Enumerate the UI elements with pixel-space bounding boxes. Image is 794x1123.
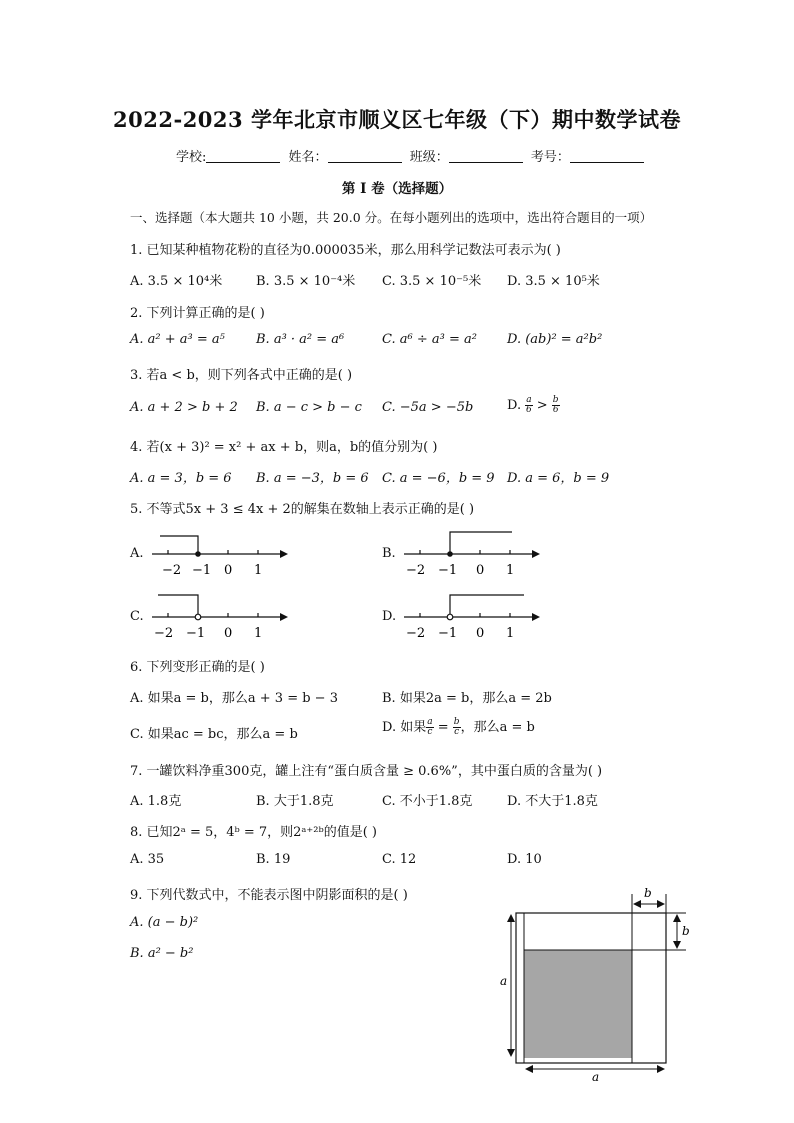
question-stem-1: 1. 已知某种植物花粉的直径为0.000035米，那么用科学记数法可表示为( ) (130, 243, 561, 258)
solution-ray (158, 595, 198, 617)
tick-label: 0 (224, 626, 233, 641)
q5-option-c[interactable]: C. (130, 609, 144, 624)
question-stem-3: 3. 若a < b，则下列各式中正确的是( ) (130, 368, 353, 383)
number-line-c (148, 593, 288, 643)
q3-option-d[interactable] (507, 396, 560, 415)
tick-label: −2 (406, 563, 426, 578)
q6-option-a[interactable]: A. 如果a = b，那么a + 3 = b − 3 (130, 691, 338, 706)
q6-d-relation: = (437, 720, 449, 735)
closed-dot (195, 551, 201, 557)
solution-ray (450, 595, 524, 617)
page-title: 2022-2023 学年北京市顺义区七年级（下）期中数学试卷 (113, 107, 681, 132)
q1-option-b[interactable]: B. 3.5 × 10⁻⁴米 (256, 274, 356, 289)
student-info-line (176, 146, 648, 165)
class-label: 班级： (409, 150, 449, 165)
tick-label: 1 (254, 626, 263, 641)
label-a-bottom: a (592, 1070, 600, 1082)
number-line-b (400, 530, 540, 580)
q4-option-c[interactable]: C. a = −6，b = 9 (382, 471, 495, 486)
shaded-square (524, 950, 632, 1058)
tick-label: −2 (162, 563, 182, 578)
q7-option-a[interactable]: A. 1.8克 (130, 794, 182, 809)
volume-title: 第 I 卷（选择题） (341, 181, 453, 197)
q4-option-b[interactable]: B. a = −3，b = 6 (256, 471, 369, 486)
q3-option-b[interactable]: B. a − c > b − c (256, 400, 362, 415)
section-title: 一、选择题（本大题共 10 小题，共 20.0 分。在每小题列出的选项中，选出符合题目的一项） (130, 210, 653, 225)
q6-option-d-suffix: ，那么a = b (460, 720, 535, 735)
square-area-figure (494, 882, 696, 1082)
q3-option-d-letter: D. (507, 398, 522, 413)
q6-option-b[interactable]: B. 如果2a = b，那么a = 2b (382, 691, 552, 706)
solution-ray (450, 532, 512, 554)
tick-label: 0 (224, 563, 233, 578)
q1-option-c[interactable]: C. 3.5 × 10⁻⁵米 (382, 274, 482, 289)
q8-option-a[interactable]: A. 35 (130, 852, 165, 867)
q2-option-c[interactable]: C. a⁶ ÷ a³ = a² (382, 332, 477, 347)
open-dot (195, 614, 201, 620)
tick-label: −1 (438, 563, 458, 578)
question-stem-9: 9. 下列代数式中，不能表示图中阴影面积的是( ) (130, 888, 408, 903)
tick-label: −2 (406, 626, 426, 641)
label-b-top: b (644, 886, 652, 900)
question-stem-4: 4. 若(x + 3)² = x² + ax + b，则a，b的值分别为( ) (130, 440, 438, 455)
q1-option-a[interactable]: A. 3.5 × 10⁴米 (130, 274, 223, 289)
q8-option-d[interactable]: D. 10 (507, 852, 542, 867)
q4-option-a[interactable]: A. a = 3，b = 6 (130, 471, 232, 486)
question-stem-2: 2. 下列计算正确的是( ) (130, 306, 265, 321)
q5-option-a[interactable]: A. (130, 546, 144, 561)
q5-option-b[interactable]: B. (382, 546, 396, 561)
arrow-head (280, 613, 288, 621)
tick-label: −1 (438, 626, 458, 641)
q3-d-right-fraction: $\frac{b}{6}$ (552, 395, 559, 415)
q7-option-c[interactable]: C. 不小于1.8克 (382, 794, 473, 809)
q9-option-a[interactable]: A. (a − b)² (130, 915, 199, 930)
q6-option-c[interactable]: C. 如果ac = bc，那么a = b (130, 727, 298, 742)
number-line-a (148, 530, 288, 580)
q8-option-c[interactable]: C. 12 (382, 852, 417, 867)
arrow-head (532, 613, 540, 621)
class-blank[interactable] (449, 149, 523, 163)
tick-label: −1 (192, 563, 212, 578)
q3-d-left-fraction: $\frac{a}{6}$ (526, 395, 532, 415)
school-label: 学校: (176, 150, 207, 165)
arrow-head (280, 550, 288, 558)
arrow-head (532, 550, 540, 558)
q4-option-d[interactable]: D. a = 6，b = 9 (507, 471, 610, 486)
open-dot (447, 614, 453, 620)
exam-no-label: 考号： (530, 150, 570, 165)
q2-option-d[interactable]: D. (ab)² = a²b² (507, 332, 603, 347)
q7-option-b[interactable]: B. 大于1.8克 (256, 794, 334, 809)
q6-d-left-fraction: $\frac{a}{c}$ (427, 717, 433, 737)
tick-label: 1 (254, 563, 263, 578)
number-line-d (400, 593, 540, 643)
question-stem-7: 7. 一罐饮料净重300克，罐上注有“蛋白质含量 ≥ 0.6%”，其中蛋白质的含量为( ) (130, 764, 603, 779)
q8-option-b[interactable]: B. 19 (256, 852, 291, 867)
label-a-left: a (500, 974, 508, 988)
label-b-right: b (682, 924, 690, 938)
tick-label: 1 (506, 563, 515, 578)
q3-option-a[interactable]: A. a + 2 > b + 2 (130, 400, 238, 415)
q7-option-d[interactable]: D. 不大于1.8克 (507, 794, 598, 809)
q3-option-c[interactable]: C. −5a > −5b (382, 400, 474, 415)
q2-option-a[interactable]: A. a² + a³ = a⁵ (130, 332, 225, 347)
closed-dot (447, 551, 453, 557)
tick-label: −1 (186, 626, 206, 641)
tick-label: 0 (476, 626, 485, 641)
question-stem-6: 6. 下列变形正确的是( ) (130, 660, 265, 675)
q6-option-d-prefix: D. 如果 (382, 720, 427, 735)
exam-no-blank[interactable] (570, 149, 644, 163)
question-stem-8: 8. 已知2ᵃ = 5，4ᵇ = 7，则2ᵃ⁺²ᵇ的值是( ) (130, 825, 377, 840)
tick-label: 0 (476, 563, 485, 578)
q3-d-relation: > (536, 398, 548, 413)
q9-option-b[interactable]: B. a² − b² (130, 946, 194, 961)
name-label: 姓名： (288, 150, 328, 165)
q6-d-right-fraction: $\frac{b}{c}$ (453, 717, 460, 737)
q5-option-d[interactable]: D. (382, 609, 397, 624)
school-blank[interactable] (206, 149, 280, 163)
tick-label: −2 (154, 626, 174, 641)
solution-ray (160, 536, 198, 554)
q1-option-d[interactable]: D. 3.5 × 10⁵米 (507, 274, 600, 289)
q2-option-b[interactable]: B. a³ · a² = a⁶ (256, 332, 345, 347)
q6-option-d[interactable] (382, 716, 535, 737)
name-blank[interactable] (328, 149, 402, 163)
tick-label: 1 (506, 626, 515, 641)
question-stem-5: 5. 不等式5x + 3 ≤ 4x + 2的解集在数轴上表示正确的是( ) (130, 502, 475, 517)
